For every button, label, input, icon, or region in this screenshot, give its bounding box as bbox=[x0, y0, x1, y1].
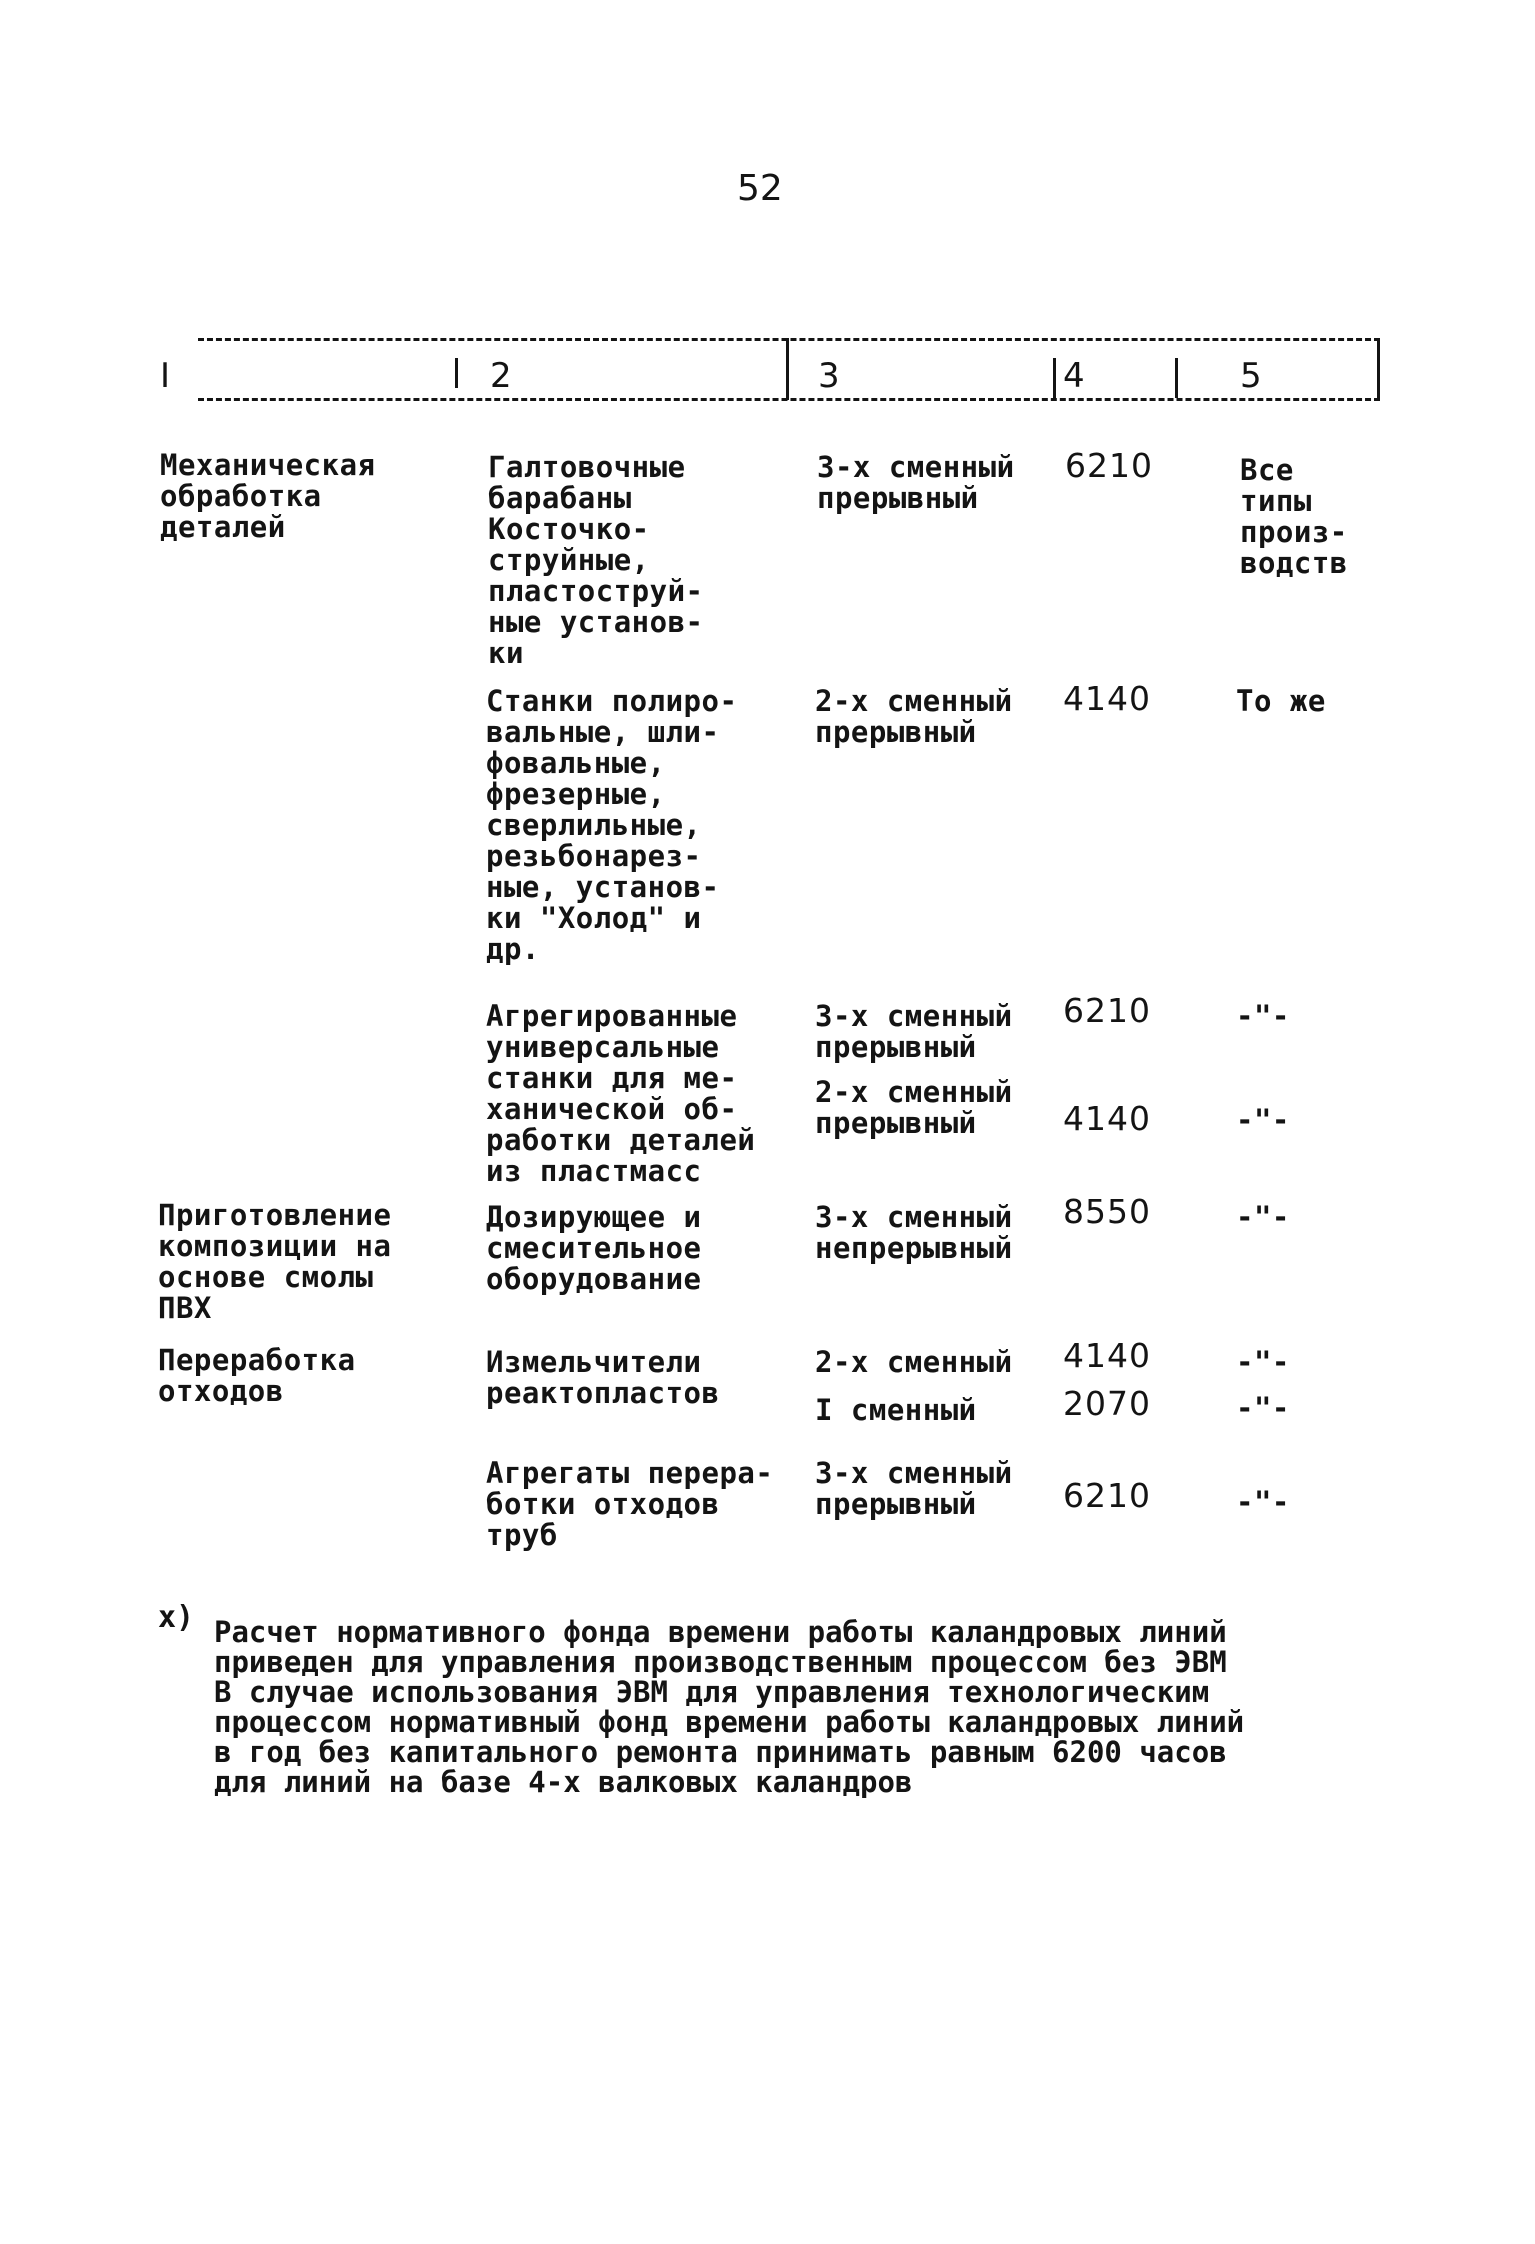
production-cell: Все типы произ- водств bbox=[1240, 453, 1348, 580]
equipment-cell: Станки полиро- вальные, шли- фовальные, фрезерные, сверлильные, резьбонарез- ные, установ- ки "Холод" и др. bbox=[486, 684, 738, 966]
equipment-cell: Измельчители реактопластов bbox=[486, 1345, 720, 1410]
header-rule-bottom bbox=[198, 398, 1380, 401]
production-cell: То же bbox=[1236, 684, 1326, 718]
hours-cell: 4140 bbox=[1063, 1099, 1151, 1138]
hours-cell: 6210 bbox=[1065, 446, 1153, 485]
hours-cell: 4140 bbox=[1063, 1336, 1151, 1375]
production-cell: -"- bbox=[1236, 1345, 1290, 1379]
production-cell: -"- bbox=[1236, 1200, 1290, 1234]
mode-cell: 3-х сменный прерывный bbox=[815, 999, 1013, 1064]
footnote-mark: х) bbox=[158, 1600, 195, 1635]
hours-cell: 2070 bbox=[1063, 1384, 1151, 1423]
mode-cell: 3-х сменный непрерывный bbox=[815, 1200, 1013, 1265]
mode-cell: I сменный bbox=[815, 1393, 977, 1427]
header-col-1: I bbox=[160, 356, 171, 396]
header-divider bbox=[1053, 358, 1056, 398]
equipment-cell: Агрегаты перера- ботки отходов труб bbox=[486, 1456, 774, 1552]
equipment-cell: Дозирующее и смесительное оборудование bbox=[486, 1200, 702, 1296]
process-cell: Приготовление композиции на основе смолы ПВХ bbox=[158, 1198, 392, 1325]
hours-cell: 6210 bbox=[1063, 1476, 1151, 1515]
header-divider bbox=[1377, 338, 1380, 400]
production-cell: -"- bbox=[1236, 1103, 1290, 1137]
equipment-cell: Галтовочные барабаны Косточко- струйные, пластоструй- ные установ- ки bbox=[488, 450, 704, 670]
header-divider bbox=[1175, 358, 1178, 398]
header-col-2: 2 bbox=[490, 356, 512, 396]
production-cell: -"- bbox=[1236, 1391, 1290, 1425]
production-cell: -"- bbox=[1236, 1485, 1290, 1519]
footnote-text: Расчет нормативного фонда времени работы каландровых линий приведен для управления производственным процессом без ЭВМ В случае использования ЭВМ для управления технологическим процессом нормативный фонд времени работы каландровых линий в год без капитального ремонта принимать равным 6200 часов для линий на базе 4-х валковых каландров bbox=[214, 1615, 1245, 1799]
mode-cell: 2-х сменный прерывный bbox=[815, 684, 1013, 749]
mode-cell: 2-х сменный прерывный bbox=[815, 1075, 1013, 1140]
page-number: 52 bbox=[737, 168, 783, 209]
hours-cell: 4140 bbox=[1063, 679, 1151, 718]
hours-cell: 6210 bbox=[1063, 991, 1151, 1030]
equipment-cell: Агрегированные универсальные станки для ме- ханической об- работки деталей из пластмасс bbox=[486, 999, 756, 1188]
header-col-4: 4 bbox=[1063, 356, 1085, 396]
process-cell: Переработка отходов bbox=[158, 1343, 356, 1408]
header-col-5: 5 bbox=[1240, 356, 1262, 396]
process-cell: Механическая обработка деталей bbox=[160, 448, 376, 544]
mode-cell: 3-х сменный прерывный bbox=[817, 450, 1015, 515]
header-rule-top bbox=[198, 338, 1380, 341]
header-col-3: 3 bbox=[818, 356, 840, 396]
mode-cell: 2-х сменный bbox=[815, 1345, 1013, 1379]
mode-cell: 3-х сменный прерывный bbox=[815, 1456, 1013, 1521]
production-cell: -"- bbox=[1236, 999, 1290, 1033]
hours-cell: 8550 bbox=[1063, 1192, 1151, 1231]
header-divider bbox=[786, 338, 789, 400]
header-divider bbox=[455, 358, 458, 388]
